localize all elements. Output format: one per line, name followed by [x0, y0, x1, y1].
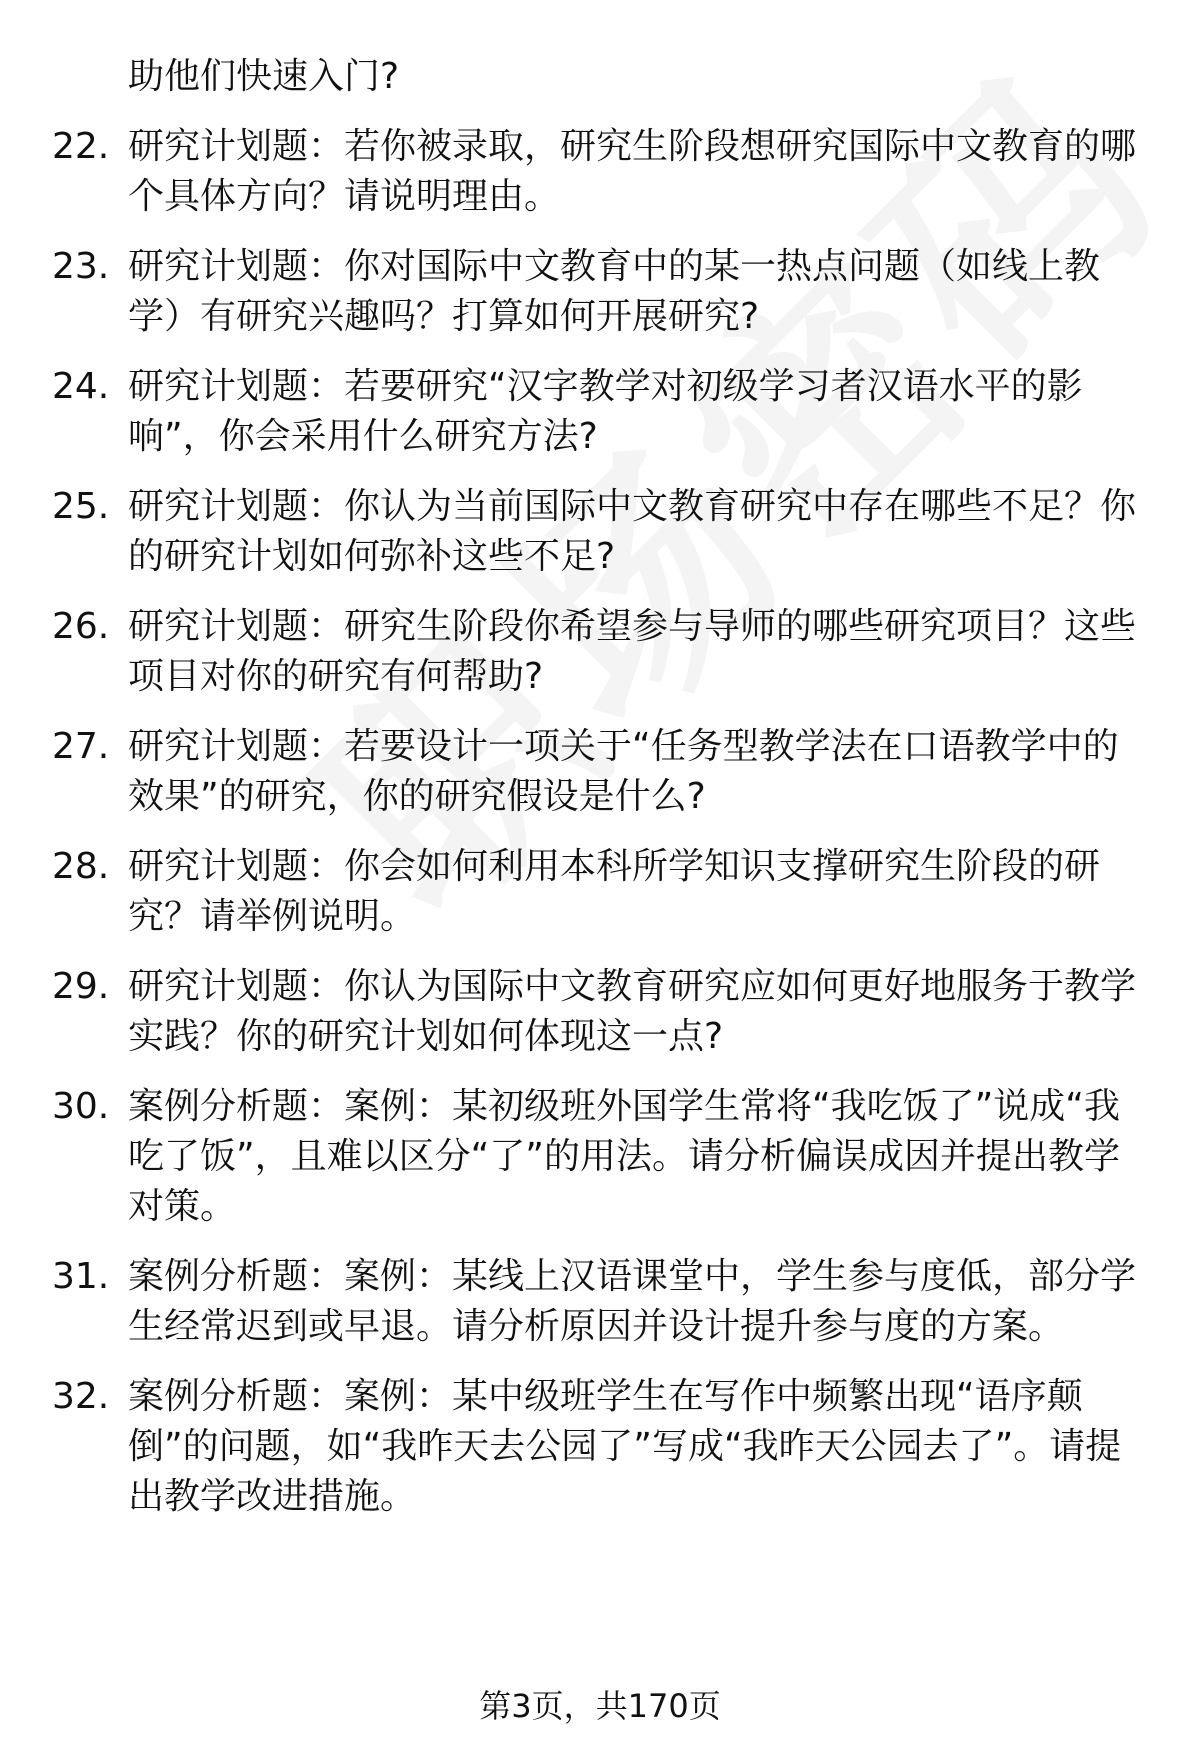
question-text: 研究计划题：若要研究“汉字教学对初级学习者汉语水平的影响”，你会采用什么研究方法?: [128, 366, 1083, 457]
question-item: [0, 962, 1200, 1062]
question-text: 案例分析题：案例：某中级班学生在写作中频繁出现“语序颠倒”的问题，如“我昨天去公园了”写成“我昨天公园去了”。请提出教学改进措施。: [128, 1376, 1122, 1517]
question-text: 研究计划题：你对国际中文教育中的某一热点问题（如线上教学）有研究兴趣吗？打算如何开展研究?: [128, 246, 1101, 337]
question-number: 31.: [52, 1256, 110, 1297]
question-text: 案例分析题：案例：某线上汉语课堂中，学生参与度低，部分学生经常迟到或早退。请分析原因并设计提升参与度的方案。: [128, 1256, 1137, 1347]
question-text: 研究计划题：研究生阶段你希望参与导师的哪些研究项目？这些项目对你的研究有何帮助?: [128, 606, 1137, 697]
question-number: 28.: [52, 846, 110, 887]
question-number: 27.: [52, 726, 110, 767]
question-item: [0, 602, 1200, 702]
question-number: 23.: [52, 246, 110, 287]
question-item: [0, 1082, 1200, 1232]
question-item: [0, 1372, 1200, 1522]
continuation-text: 助他们快速入门?: [128, 56, 400, 97]
question-text: 研究计划题：你认为当前国际中文教育研究中存在哪些不足？你的研究计划如何弥补这些不足?: [128, 486, 1137, 577]
question-number: 25.: [52, 486, 110, 527]
question-item: [0, 842, 1200, 942]
question-item: [0, 242, 1200, 342]
page-footer: 第3页，共170页: [479, 1687, 721, 1725]
question-number: 30.: [52, 1086, 110, 1127]
question-item: [0, 362, 1200, 462]
question-text: 研究计划题：若要设计一项关于“任务型教学法在口语教学中的效果”的研究，你的研究假设是什么?: [128, 726, 1119, 817]
question-item: [0, 482, 1200, 582]
question-number: 32.: [52, 1376, 110, 1417]
question-text: 案例分析题：案例：某初级班外国学生常将“我吃饭了”说成“我吃了饭”，且难以区分“了”的用法。请分析偏误成因并提出教学对策。: [128, 1086, 1120, 1227]
question-list: [0, 52, 1200, 1522]
question-number: 29.: [52, 966, 110, 1007]
question-text: 研究计划题：你会如何利用本科所学知识支撑研究生阶段的研究？请举例说明。: [128, 846, 1101, 937]
question-item: [0, 722, 1200, 822]
question-text: 研究计划题：若你被录取，研究生阶段想研究国际中文教育的哪个具体方向？请说明理由。: [128, 126, 1137, 217]
question-number: 26.: [52, 606, 110, 647]
question-item: [0, 122, 1200, 222]
question-item: [0, 1252, 1200, 1352]
question-text: 研究计划题：你认为国际中文教育研究应如何更好地服务于教学实践？你的研究计划如何体现这一点?: [128, 966, 1137, 1057]
question-number: 24.: [52, 366, 110, 407]
question-number: 22.: [52, 126, 110, 167]
